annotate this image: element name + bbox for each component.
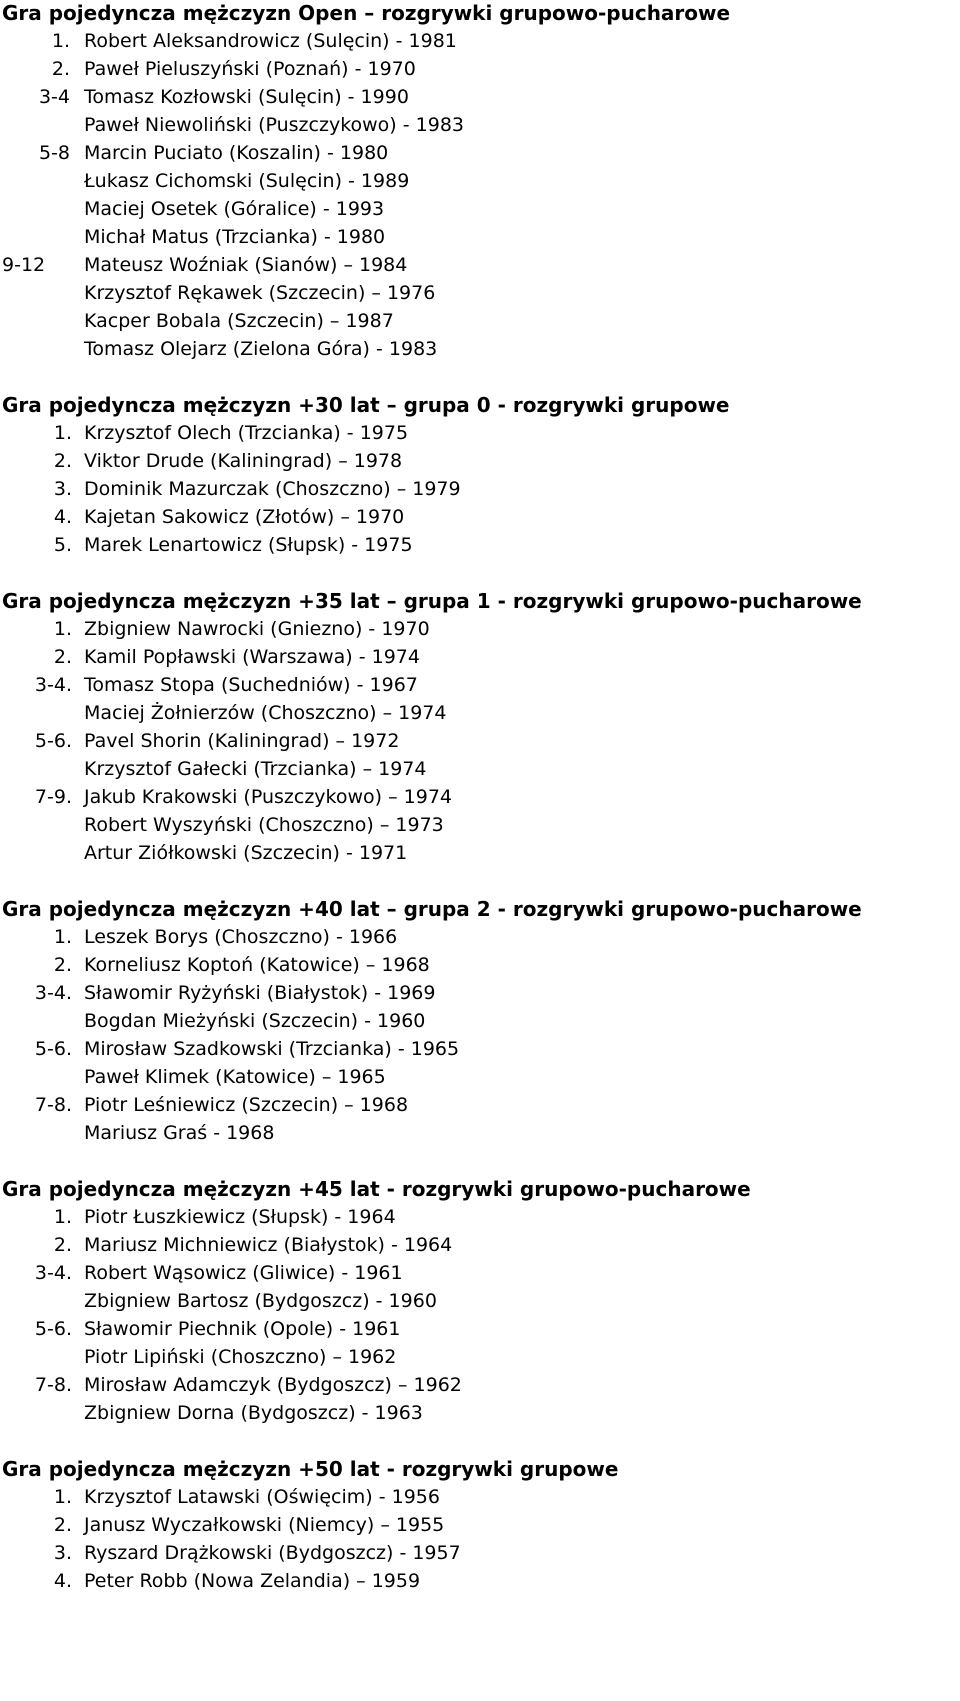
player-entry: Mirosław Szadkowski (Trzcianka) - 1965 [84,1038,460,1060]
player-entry: Bogdan Mieżyński (Szczecin) - 1960 [84,1010,426,1032]
section-spacer [0,363,960,392]
player-entry: Paweł Niewoliński (Puszczykowo) - 1983 [84,114,465,136]
player-entry: Marcin Puciato (Koszalin) - 1980 [84,142,389,164]
place-label: 3. [53,1542,72,1564]
list-item [0,783,960,811]
section-title: Gra pojedyncza mężczyzn Open – rozgrywki grupowo-pucharowe [2,1,731,25]
player-entry: Kajetan Sakowicz (Złotów) – 1970 [84,506,405,528]
player-entry: Jakub Krakowski (Puszczykowo) – 1974 [84,786,453,808]
place-label: 3-4. [34,982,72,1004]
place-label: 1. [53,1486,72,1508]
player-entry: Sławomir Piechnik (Opole) - 1961 [84,1318,401,1340]
player-entry: Dominik Mazurczak (Choszczno) – 1979 [84,478,461,500]
place-label: 2. [53,1514,72,1536]
player-entry: Janusz Wyczałkowski (Niemcy) – 1955 [84,1514,445,1536]
list-item [0,27,960,55]
list-item [0,83,960,111]
list-item [0,223,960,251]
player-entry: Robert Aleksandrowicz (Sulęcin) - 1981 [84,30,457,52]
list-item [0,139,960,167]
list-item [0,279,960,307]
list-item [0,1035,960,1063]
place-label [0,111,84,139]
place-label [0,307,84,335]
player-entry: Marek Lenartowicz (Słupsk) - 1975 [84,534,413,556]
list-item [0,1063,960,1091]
list-item [0,1007,960,1035]
player-entry: Mirosław Adamczyk (Bydgoszcz) – 1962 [84,1374,462,1396]
place-label: 5-6. [34,1038,72,1060]
player-entry: Viktor Drude (Kaliningrad) – 1978 [84,450,403,472]
place-label: 4. [53,1570,72,1592]
list-item [0,1371,960,1399]
place-label [0,1343,84,1371]
player-entry: Zbigniew Dorna (Bydgoszcz) - 1963 [84,1402,423,1424]
place-label [0,1063,84,1091]
list-item [0,755,960,783]
player-entry: Michał Matus (Trzcianka) - 1980 [84,226,386,248]
player-entry: Ryszard Drążkowski (Bydgoszcz) - 1957 [84,1542,461,1564]
player-entry: Tomasz Stopa (Suchedniów) - 1967 [84,674,418,696]
place-label [0,335,84,363]
section-spacer [0,1427,960,1456]
player-entry: Piotr Lipiński (Choszczno) – 1962 [84,1346,397,1368]
player-entry: Zbigniew Nawrocki (Gniezno) - 1970 [84,618,430,640]
place-label [0,279,84,307]
place-label [0,1287,84,1315]
list-item [0,1315,960,1343]
section-title: Gra pojedyncza mężczyzn +40 lat – grupa 2 - rozgrywki grupowo-pucharowe [2,897,862,921]
list-item [0,1119,960,1147]
section-spacer [0,1147,960,1176]
place-label: 1. [53,422,72,444]
list-item [0,447,960,475]
place-label: 9-12 [2,254,46,276]
list-item [0,55,960,83]
list-item [0,1483,960,1511]
list-item [0,1287,960,1315]
section-title: Gra pojedyncza mężczyzn +50 lat - rozgrywki grupowe [2,1457,619,1481]
list-item [0,727,960,755]
list-item [0,643,960,671]
player-entry: Paweł Klimek (Katowice) – 1965 [84,1066,386,1088]
player-entry: Maciej Osetek (Góralice) - 1993 [84,198,385,220]
player-entry: Tomasz Olejarz (Zielona Góra) - 1983 [84,338,438,360]
place-label: 5-6. [34,1318,72,1340]
place-label [0,1399,84,1427]
place-label: 7-8. [34,1094,72,1116]
list-item [0,1203,960,1231]
place-label: 2. [53,646,72,668]
player-entry: Mateusz Woźniak (Sianów) – 1984 [84,254,408,276]
list-item [0,531,960,559]
section-title: Gra pojedyncza mężczyzn +35 lat – grupa 1 - rozgrywki grupowo-pucharowe [2,589,862,613]
place-label [0,1007,84,1035]
place-label: 3. [53,478,72,500]
list-item [0,1567,960,1595]
list-item [0,951,960,979]
place-label: 2. [53,1234,72,1256]
place-label: 4. [53,506,72,528]
player-entry: Zbigniew Bartosz (Bydgoszcz) - 1960 [84,1290,437,1312]
list-item [0,979,960,1007]
player-entry: Piotr Leśniewicz (Szczecin) – 1968 [84,1094,409,1116]
section-title: Gra pojedyncza mężczyzn +45 lat - rozgrywki grupowo-pucharowe [2,1177,751,1201]
place-label: 5-6. [34,730,72,752]
place-label [0,195,84,223]
place-label: 5-8 [38,142,70,164]
player-entry: Kacper Bobala (Szczecin) – 1987 [84,310,394,332]
section-spacer [0,559,960,588]
player-entry: Krzysztof Gałecki (Trzcianka) – 1974 [84,758,427,780]
place-label: 1. [51,30,70,52]
place-label: 1. [53,1206,72,1228]
list-item [0,671,960,699]
player-entry: Artur Ziółkowski (Szczecin) - 1971 [84,842,408,864]
player-entry: Paweł Pieluszyński (Poznań) - 1970 [84,58,416,80]
player-entry: Leszek Borys (Choszczno) - 1966 [84,926,398,948]
list-item [0,923,960,951]
list-item [0,811,960,839]
list-item [0,615,960,643]
place-label: 1. [53,926,72,948]
list-item [0,307,960,335]
list-item [0,1511,960,1539]
player-entry: Mariusz Michniewicz (Białystok) - 1964 [84,1234,453,1256]
player-entry: Peter Robb (Nowa Zelandia) – 1959 [84,1570,421,1592]
place-label [0,699,84,727]
list-item [0,111,960,139]
place-label [0,167,84,195]
list-item [0,475,960,503]
list-item [0,1539,960,1567]
section-30-plus [0,392,960,559]
player-entry: Piotr Łuszkiewicz (Słupsk) - 1964 [84,1206,396,1228]
section-40-plus [0,896,960,1147]
player-entry: Pavel Shorin (Kaliningrad) – 1972 [84,730,400,752]
list-item [0,251,960,279]
list-item [0,1231,960,1259]
list-item [0,419,960,447]
place-label: 7-9. [34,786,72,808]
player-entry: Krzysztof Olech (Trzcianka) - 1975 [84,422,409,444]
list-item [0,839,960,867]
place-label [0,839,84,867]
place-label [0,755,84,783]
player-entry: Krzysztof Latawski (Oświęcim) - 1956 [84,1486,440,1508]
player-entry: Korneliusz Koptoń (Katowice) – 1968 [84,954,430,976]
list-item [0,1091,960,1119]
player-entry: Maciej Żołnierzów (Choszczno) – 1974 [84,702,447,724]
place-label [0,1119,84,1147]
place-label: 2. [53,450,72,472]
section-50-plus [0,1456,960,1595]
player-entry: Sławomir Ryżyński (Białystok) - 1969 [84,982,436,1004]
place-label: 3-4. [34,1262,72,1284]
list-item [0,1399,960,1427]
list-item [0,335,960,363]
place-label [0,811,84,839]
list-item [0,1259,960,1287]
list-item [0,699,960,727]
player-entry: Tomasz Kozłowski (Sulęcin) - 1990 [84,86,409,108]
list-item [0,503,960,531]
list-item [0,195,960,223]
list-item [0,1343,960,1371]
player-entry: Mariusz Graś - 1968 [84,1122,275,1144]
player-entry: Kamil Popławski (Warszawa) - 1974 [84,646,420,668]
section-open [0,0,960,363]
place-label: 3-4 [38,86,70,108]
place-label: 7-8. [34,1374,72,1396]
place-label [0,223,84,251]
section-45-plus [0,1176,960,1427]
player-entry: Robert Wyszyński (Choszczno) – 1973 [84,814,444,836]
section-title: Gra pojedyncza mężczyzn +30 lat – grupa 0 - rozgrywki grupowe [2,393,730,417]
list-item [0,167,960,195]
player-entry: Krzysztof Rękawek (Szczecin) – 1976 [84,282,436,304]
place-label: 1. [53,618,72,640]
place-label: 5. [53,534,72,556]
place-label: 3-4. [34,674,72,696]
place-label: 2. [51,58,70,80]
place-label: 2. [53,954,72,976]
section-spacer [0,867,960,896]
player-entry: Łukasz Cichomski (Sulęcin) - 1989 [84,170,410,192]
section-35-plus [0,588,960,867]
player-entry: Robert Wąsowicz (Gliwice) - 1961 [84,1262,403,1284]
